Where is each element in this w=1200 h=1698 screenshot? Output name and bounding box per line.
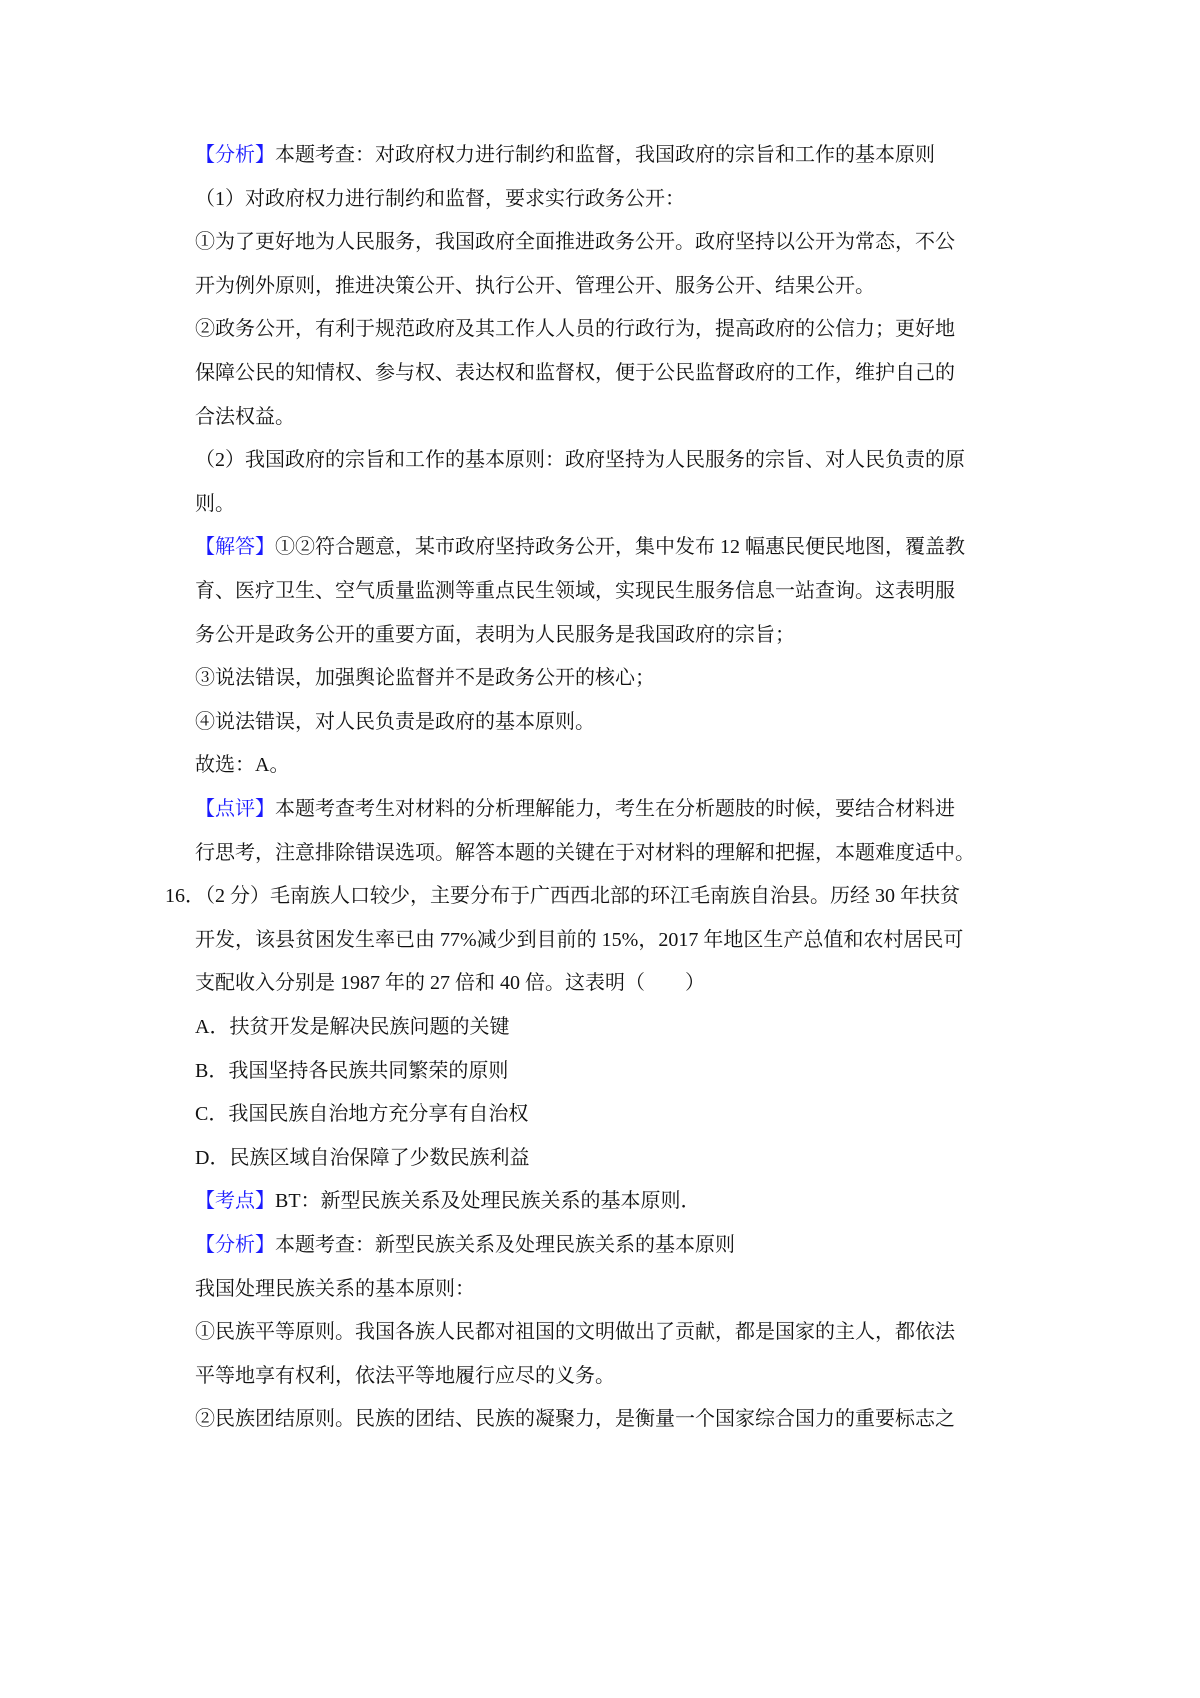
line-text: ①为了更好地为人民服务，我国政府全面推进政务公开。政府坚持以公开为常态，不公 <box>195 231 955 254</box>
text-line <box>195 576 955 606</box>
text-line <box>195 1317 955 1347</box>
text-line <box>195 489 940 519</box>
text-line <box>195 750 940 780</box>
section-tag: 【分析】 <box>195 144 275 166</box>
text-line <box>195 271 940 301</box>
line-text: （2）我国政府的宗旨和工作的基本原则：政府坚持为人民服务的宗旨、对人民负责的原 <box>195 449 965 472</box>
line-text: BT：新型民族关系及处理民族关系的基本原则． <box>275 1190 701 1213</box>
line-text: 育、医疗卫生、空气质量监测等重点民生领域，实现民生服务信息一站查询。这表明服 <box>195 580 955 602</box>
text-line <box>195 968 940 998</box>
line-text: 我国处理民族关系的基本原则： <box>195 1277 475 1300</box>
section-tag: 【点评】 <box>195 798 275 820</box>
line-text: ③说法错误，加强舆论监督并不是政务公开的核心； <box>195 667 655 690</box>
line-text: 开为例外原则，推进决策公开、执行公开、管理公开、服务公开、结果公开。 <box>195 274 875 297</box>
text-line <box>195 707 940 737</box>
text-line <box>195 1361 940 1391</box>
text-line <box>195 532 965 562</box>
line-text: 合法权益。 <box>195 405 295 428</box>
text-line <box>195 663 940 693</box>
text-line <box>195 1056 940 1086</box>
line-text: D．民族区域自治保障了少数民族利益 <box>195 1146 530 1169</box>
line-text: 本题考查：对政府权力进行制约和监督，我国政府的宗旨和工作的基本原则 <box>275 144 935 166</box>
text-line <box>195 1186 940 1216</box>
text-line <box>195 925 964 955</box>
text-line <box>195 314 955 344</box>
line-text: ④说法错误，对人民负责是政府的基本原则。 <box>195 710 595 733</box>
text-line <box>195 140 940 170</box>
line-text: 本题考查：新型民族关系及处理民族关系的基本原则 <box>275 1234 735 1256</box>
text-line <box>195 1230 940 1260</box>
text-line <box>195 620 940 650</box>
text-line <box>195 838 975 868</box>
text-line <box>165 881 960 911</box>
section-tag: 【解答】 <box>195 536 275 559</box>
line-text: ①民族平等原则。我国各族人民都对祖国的文明做出了贡献，都是国家的主人，都依法 <box>195 1321 955 1344</box>
text-line <box>195 1143 940 1173</box>
line-text: C．我国民族自治地方充分享有自治权 <box>195 1103 529 1126</box>
line-text: ②政务公开，有利于规范政府及其工作人人员的行政行为，提高政府的公信力；更好地 <box>195 318 955 341</box>
line-text: 16．（2 分）毛南族人口较少，主要分布于广西西北部的环江毛南族自治县。历经 30 年扶贫 <box>165 885 960 908</box>
text-line <box>195 1099 940 1129</box>
section-tag: 【分析】 <box>195 1234 275 1256</box>
line-text: 开发，该县贫困发生率已由 77%减少到目前的 15%，2017 年地区生产总值和农村居民可 <box>195 928 964 951</box>
line-text: 故选：A。 <box>195 754 290 777</box>
text-line <box>195 1274 940 1304</box>
text-line <box>195 445 965 475</box>
text-line <box>195 184 940 214</box>
text-line <box>195 794 955 824</box>
line-text: 保障公民的知情权、参与权、表达权和监督权，便于公民监督政府的工作，维护自己的 <box>195 362 955 384</box>
line-text: 平等地享有权利，依法平等地履行应尽的义务。 <box>195 1364 615 1387</box>
line-text: ①②符合题意，某市政府坚持政务公开，集中发布 12 幅惠民便民地图，覆盖教 <box>275 536 965 559</box>
text-line <box>195 1404 955 1434</box>
line-text: 则。 <box>195 492 235 515</box>
line-text: 支配收入分别是 1987 年的 27 倍和 40 倍。这表明（ ） <box>195 972 705 995</box>
text-line <box>195 227 955 257</box>
line-text: 务公开是政务公开的重要方面，表明为人民服务是我国政府的宗旨； <box>195 623 795 646</box>
line-text: 本题考查考生对材料的分析理解能力，考生在分析题肢的时候，要结合材料进 <box>275 798 955 820</box>
line-text: A．扶贫开发是解决民族问题的关键 <box>195 1016 510 1038</box>
line-text: B．我国坚持各民族共同繁荣的原则 <box>195 1059 509 1082</box>
text-line <box>195 402 940 432</box>
line-text: （1）对政府权力进行制约和监督，要求实行政务公开： <box>195 187 685 210</box>
text-line <box>195 358 955 388</box>
line-text: 行思考，注意排除错误选项。解答本题的关键在于对材料的理解和把握，本题难度适中。 <box>195 841 975 864</box>
line-text: ②民族团结原则。民族的团结、民族的凝聚力，是衡量一个国家综合国力的重要标志之 <box>195 1408 955 1431</box>
text-line <box>195 1012 940 1042</box>
section-tag: 【考点】 <box>195 1190 275 1213</box>
